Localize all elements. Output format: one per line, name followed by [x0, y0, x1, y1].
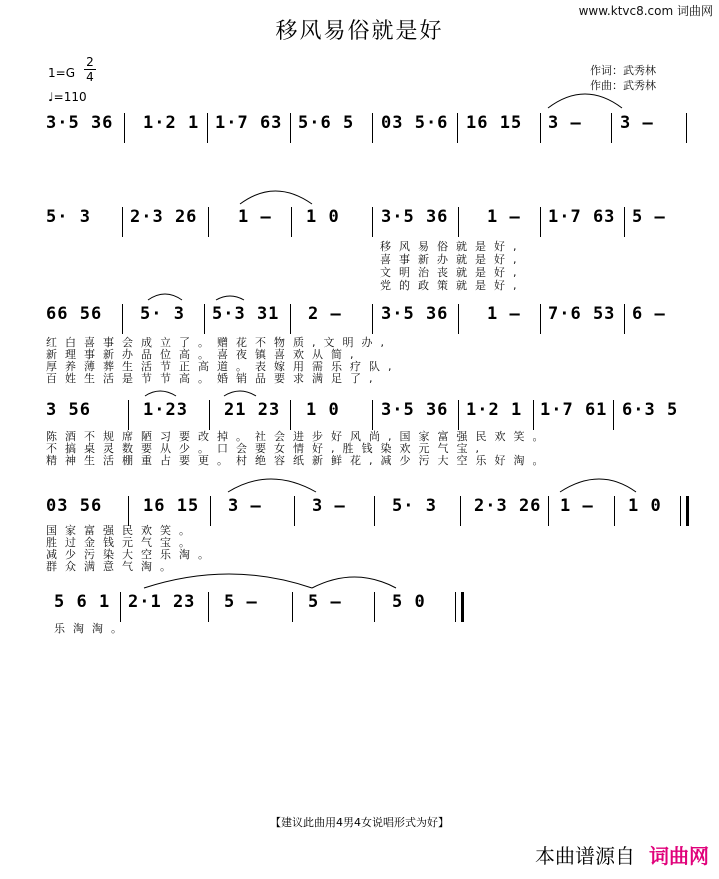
- measure: 16 15: [143, 496, 200, 516]
- barline: [208, 592, 209, 622]
- measure: 1 –: [560, 496, 594, 516]
- measure: 21 23: [224, 400, 281, 420]
- measure: 5 6 1: [54, 592, 111, 612]
- slur: [148, 294, 182, 300]
- barline: [122, 304, 123, 334]
- measure: 2·1 23: [128, 592, 196, 612]
- song-title: 移风易俗就是好: [275, 19, 444, 44]
- barline: [614, 496, 615, 526]
- measure: 5·3 31: [212, 304, 280, 324]
- slur: [224, 391, 256, 396]
- barline: [290, 113, 291, 143]
- barline: [291, 207, 292, 237]
- lyric-line: 新理事新办品位高。喜夜镇喜欢从简,: [46, 348, 362, 361]
- barline: [540, 304, 541, 334]
- score-row-1: [0, 113, 719, 143]
- lyric-line: 乐淘淘。: [54, 622, 130, 635]
- barline: [128, 400, 129, 430]
- slur: [548, 94, 622, 108]
- time-signature-bottom: 4: [86, 70, 94, 84]
- measure: 1 0: [628, 496, 662, 516]
- measure: 1·23: [143, 400, 188, 420]
- slur: [145, 391, 176, 396]
- measure: 6·3 5: [622, 400, 679, 420]
- measure: 1·2 1: [466, 400, 523, 420]
- measure: 3·5 36: [381, 400, 449, 420]
- measure: 3·5 36: [381, 304, 449, 324]
- footer-source-text: 本曲谱源自: [535, 844, 635, 868]
- measure: 3 –: [312, 496, 346, 516]
- lyric-line: 百姓生活是节节高。婚销品要求满足了,: [46, 372, 381, 385]
- performance-note: 【建议此曲用4男4女说唱形式为好】: [270, 816, 449, 829]
- site-url[interactable]: www.ktvc8.com 词曲网: [578, 4, 713, 18]
- score-row-4: [0, 400, 719, 430]
- barline: [372, 400, 373, 430]
- lyric-line: 陈酒不规席陋习要改掉。社会进步好风尚,国家富强民欢笑。: [46, 430, 552, 443]
- score-row-2: [0, 207, 719, 237]
- barline: [124, 113, 125, 143]
- measure: 1 –: [487, 207, 521, 227]
- measure: 6 –: [632, 304, 666, 324]
- measure: 3·5 36: [46, 113, 114, 133]
- barline: [207, 113, 208, 143]
- measure: 1·7 63: [548, 207, 616, 227]
- tempo-marking: ♩=110: [48, 90, 87, 104]
- measure: 3 –: [228, 496, 262, 516]
- measure: 66 56: [46, 304, 103, 324]
- measure: 2·3 26: [474, 496, 542, 516]
- footer: [535, 840, 709, 869]
- key-signature: 1=G: [48, 66, 75, 80]
- barline: [540, 113, 541, 143]
- barline: [372, 207, 373, 237]
- measure: 3 –: [548, 113, 582, 133]
- composer-credit: 作曲：武秀林: [590, 79, 656, 92]
- measure: 1·7 63: [215, 113, 283, 133]
- lyricist-credit: 作词：武秀林: [590, 64, 656, 77]
- slur: [240, 191, 312, 204]
- barline: [624, 304, 625, 334]
- lyric-line: 移风易俗就是好,: [380, 240, 525, 253]
- barline: [374, 592, 375, 622]
- lyric-line: 不搞桌灵数要从少。口会要女情好,胜钱染欢元气宝,: [46, 442, 487, 455]
- measure: 2·3 26: [130, 207, 198, 227]
- slur: [144, 574, 312, 588]
- measure: 3 56: [46, 400, 91, 420]
- barline: [122, 207, 123, 237]
- lyric-line: 精神生活棚重占要更。村绝容纸新鲜花,减少污大空乐好淘。: [46, 454, 552, 467]
- barline: [458, 400, 459, 430]
- score-row-6: [0, 592, 719, 622]
- measure: 03 5·6: [381, 113, 449, 133]
- measure: 1·2 1: [143, 113, 200, 133]
- barline: [458, 207, 459, 237]
- barline: [209, 400, 210, 430]
- measure: 03 56: [46, 496, 103, 516]
- measure: 1 0: [306, 400, 340, 420]
- barline: [548, 496, 549, 526]
- slur: [228, 479, 316, 492]
- measure: 5 –: [308, 592, 342, 612]
- barline: [611, 113, 612, 143]
- measure: 5· 3: [392, 496, 437, 516]
- measure: 2 –: [308, 304, 342, 324]
- barline: [120, 592, 121, 622]
- barline: [208, 207, 209, 237]
- barline: [613, 400, 614, 430]
- measure: 1 –: [487, 304, 521, 324]
- measure: 5 –: [632, 207, 666, 227]
- lyric-line: 党的政策就是好,: [380, 279, 525, 292]
- lyric-line: 文明治丧就是好,: [380, 266, 525, 279]
- barline: [374, 496, 375, 526]
- barline: [294, 496, 295, 526]
- barline: [540, 207, 541, 237]
- barline: [457, 113, 458, 143]
- measure: 1 –: [238, 207, 272, 227]
- slur: [216, 296, 244, 300]
- lyric-line: 喜事新办就是好,: [380, 253, 525, 266]
- measure: 1·7 61: [540, 400, 608, 420]
- barline: [460, 496, 461, 526]
- time-signature: [84, 56, 96, 83]
- measure: 3 –: [620, 113, 654, 133]
- barline: [686, 113, 687, 143]
- footer-brand-link[interactable]: 词曲网: [649, 844, 709, 868]
- barline: [292, 592, 293, 622]
- slur: [312, 577, 396, 588]
- score-row-3: [0, 304, 719, 334]
- barline: [210, 496, 211, 526]
- lyric-line: 胜过金钱元气宝。: [46, 536, 198, 549]
- barline: [372, 113, 373, 143]
- barline: [204, 304, 205, 334]
- final-barline: [455, 592, 464, 622]
- measure: 16 15: [466, 113, 523, 133]
- measure: 5· 3: [46, 207, 91, 227]
- slur: [560, 479, 636, 492]
- measure: 3·5 36: [381, 207, 449, 227]
- measure: 7·6 53: [548, 304, 616, 324]
- measure: 5· 3: [140, 304, 185, 324]
- lyric-line: 厚养薄葬生活节正高道。表嫁用需乐疗队,: [46, 360, 400, 373]
- lyric-line: 红白喜事会成立了。赠花不物质,文明办,: [46, 336, 392, 349]
- lyric-line: 国家富强民欢笑。: [46, 524, 198, 537]
- barline: [290, 400, 291, 430]
- barline: [458, 304, 459, 334]
- barline: [533, 400, 534, 430]
- barline: [372, 304, 373, 334]
- measure: 5·6 5: [298, 113, 355, 133]
- lyric-line: 群众满意气淘。: [46, 560, 179, 573]
- repeat-barline: [680, 496, 689, 526]
- time-signature-top: 2: [86, 55, 94, 69]
- lyric-line: 减少污染大空乐淘。: [46, 548, 217, 561]
- measure: 1 0: [306, 207, 340, 227]
- measure: 5 0: [392, 592, 426, 612]
- measure: 5 –: [224, 592, 258, 612]
- barline: [624, 207, 625, 237]
- barline: [290, 304, 291, 334]
